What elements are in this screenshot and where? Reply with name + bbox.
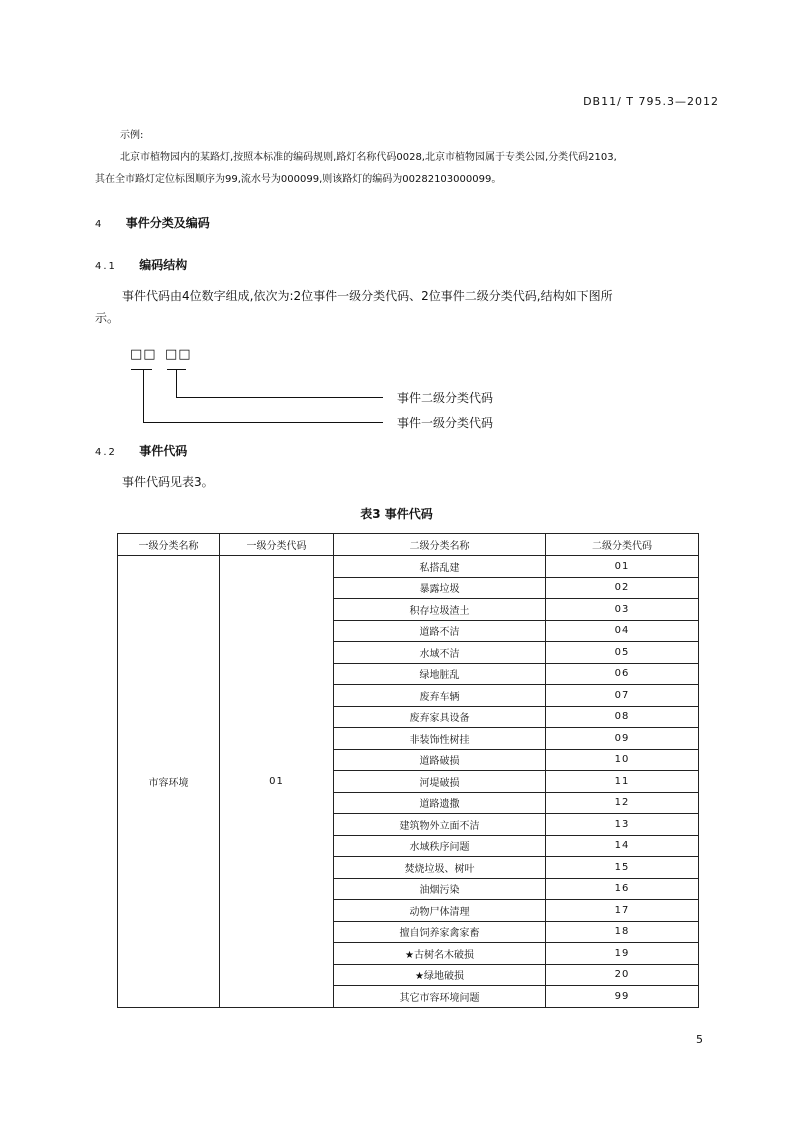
section-4-1-number: 4.1 bbox=[95, 261, 117, 272]
section-4-2-title: 事件代码 bbox=[139, 444, 188, 458]
level1-connector-horizontal bbox=[143, 422, 383, 423]
level2-code-cell: 16 bbox=[546, 878, 699, 900]
level2-code-cell: 09 bbox=[546, 728, 699, 750]
level2-name-cell: 油烟污染 bbox=[334, 878, 546, 900]
level2-name-cell: 道路破损 bbox=[334, 749, 546, 771]
page-number: 5 bbox=[696, 1033, 703, 1046]
level2-name-cell: 建筑物外立面不洁 bbox=[334, 814, 546, 836]
section-4-2-paragraph: 事件代码见表3。 bbox=[122, 475, 214, 489]
level2-name-cell: 私搭乱建 bbox=[334, 556, 546, 578]
example-label: 示例: bbox=[120, 130, 144, 141]
header-level1-name: 一级分类名称 bbox=[118, 534, 220, 556]
level2-name-cell: 道路遗撒 bbox=[334, 792, 546, 814]
level2-name-cell: ★古树名木破损 bbox=[334, 943, 546, 965]
level2-name-cell: 水域秩序问题 bbox=[334, 835, 546, 857]
level2-code-cell: 15 bbox=[546, 857, 699, 879]
header-level2-code: 二级分类代码 bbox=[546, 534, 699, 556]
level2-code-cell: 04 bbox=[546, 620, 699, 642]
section-4-title: 事件分类及编码 bbox=[125, 216, 210, 230]
level1-code-cell: 01 bbox=[220, 556, 334, 1008]
table-header-row bbox=[118, 534, 699, 556]
level2-name-cell: 其它市容环境问题 bbox=[334, 986, 546, 1008]
level2-name-cell: 废弃车辆 bbox=[334, 685, 546, 707]
level2-code-cell: 05 bbox=[546, 642, 699, 664]
level1-code-boxes: □□ bbox=[130, 347, 157, 362]
level1-label: 事件一级分类代码 bbox=[397, 416, 494, 430]
level2-name-cell: 焚烧垃圾、树叶 bbox=[334, 857, 546, 879]
level2-name-cell: ★绿地破损 bbox=[334, 964, 546, 986]
level2-code-cell: 01 bbox=[546, 556, 699, 578]
level2-code-cell: 99 bbox=[546, 986, 699, 1008]
event-code-table bbox=[117, 533, 699, 1008]
section-4-1-paragraph-line-1: 事件代码由4位数字组成,依次为:2位事件一级分类代码、2位事件二级分类代码,结构如下图所 bbox=[122, 289, 613, 303]
level2-name-cell: 绿地脏乱 bbox=[334, 663, 546, 685]
level2-code-cell: 11 bbox=[546, 771, 699, 793]
level2-connector-horizontal bbox=[176, 397, 383, 398]
level2-name-cell: 积存垃圾渣土 bbox=[334, 599, 546, 621]
section-4-1-paragraph-line-2: 示。 bbox=[95, 311, 120, 325]
level1-bracket-top bbox=[131, 369, 152, 370]
level2-name-cell: 擅自饲养家禽家畜 bbox=[334, 921, 546, 943]
level2-code-cell: 17 bbox=[546, 900, 699, 922]
level2-code-cell: 07 bbox=[546, 685, 699, 707]
document-id: DB11/ T 795.3—2012 bbox=[583, 95, 719, 108]
level2-code-cell: 02 bbox=[546, 577, 699, 599]
level2-name-cell: 暴露垃圾 bbox=[334, 577, 546, 599]
level2-name-cell: 道路不洁 bbox=[334, 620, 546, 642]
level2-code-cell: 12 bbox=[546, 792, 699, 814]
level2-code-cell: 06 bbox=[546, 663, 699, 685]
level2-code-cell: 14 bbox=[546, 835, 699, 857]
level2-connector-vertical bbox=[176, 369, 177, 398]
section-4-1-title: 编码结构 bbox=[139, 258, 188, 272]
example-text-line-2: 其在全市路灯定位标图顺序为99,流水号为000099,则该路灯的编码为00282103000099。 bbox=[95, 174, 502, 185]
level2-name-cell: 河堤破损 bbox=[334, 771, 546, 793]
level1-name-cell: 市容环境 bbox=[118, 556, 220, 1008]
section-4-heading bbox=[95, 214, 210, 231]
header-level2-name: 二级分类名称 bbox=[334, 534, 546, 556]
level2-name-cell: 动物尸体清理 bbox=[334, 900, 546, 922]
level2-name-cell: 非装饰性树挂 bbox=[334, 728, 546, 750]
level2-code-cell: 19 bbox=[546, 943, 699, 965]
table-row bbox=[118, 556, 699, 578]
level1-connector-vertical bbox=[143, 369, 144, 423]
level2-name-cell: 废弃家具设备 bbox=[334, 706, 546, 728]
level2-name-cell: 水域不洁 bbox=[334, 642, 546, 664]
section-4-2-number: 4.2 bbox=[95, 447, 117, 458]
level2-code-boxes: □□ bbox=[165, 347, 192, 362]
section-4-1-heading bbox=[95, 256, 187, 273]
level2-code-cell: 10 bbox=[546, 749, 699, 771]
level2-code-cell: 18 bbox=[546, 921, 699, 943]
level2-label: 事件二级分类代码 bbox=[397, 391, 494, 405]
level2-code-cell: 08 bbox=[546, 706, 699, 728]
section-4-2-heading bbox=[95, 442, 187, 459]
header-level1-code: 一级分类代码 bbox=[220, 534, 334, 556]
table-caption: 表3 事件代码 bbox=[360, 507, 433, 521]
level2-code-cell: 20 bbox=[546, 964, 699, 986]
level2-code-cell: 13 bbox=[546, 814, 699, 836]
example-text-line-1: 北京市植物园内的某路灯,按照本标准的编码规则,路灯名称代码0028,北京市植物园属于专类公园,分类代码2103, bbox=[120, 152, 617, 163]
section-4-number: 4 bbox=[95, 219, 104, 230]
level2-code-cell: 03 bbox=[546, 599, 699, 621]
